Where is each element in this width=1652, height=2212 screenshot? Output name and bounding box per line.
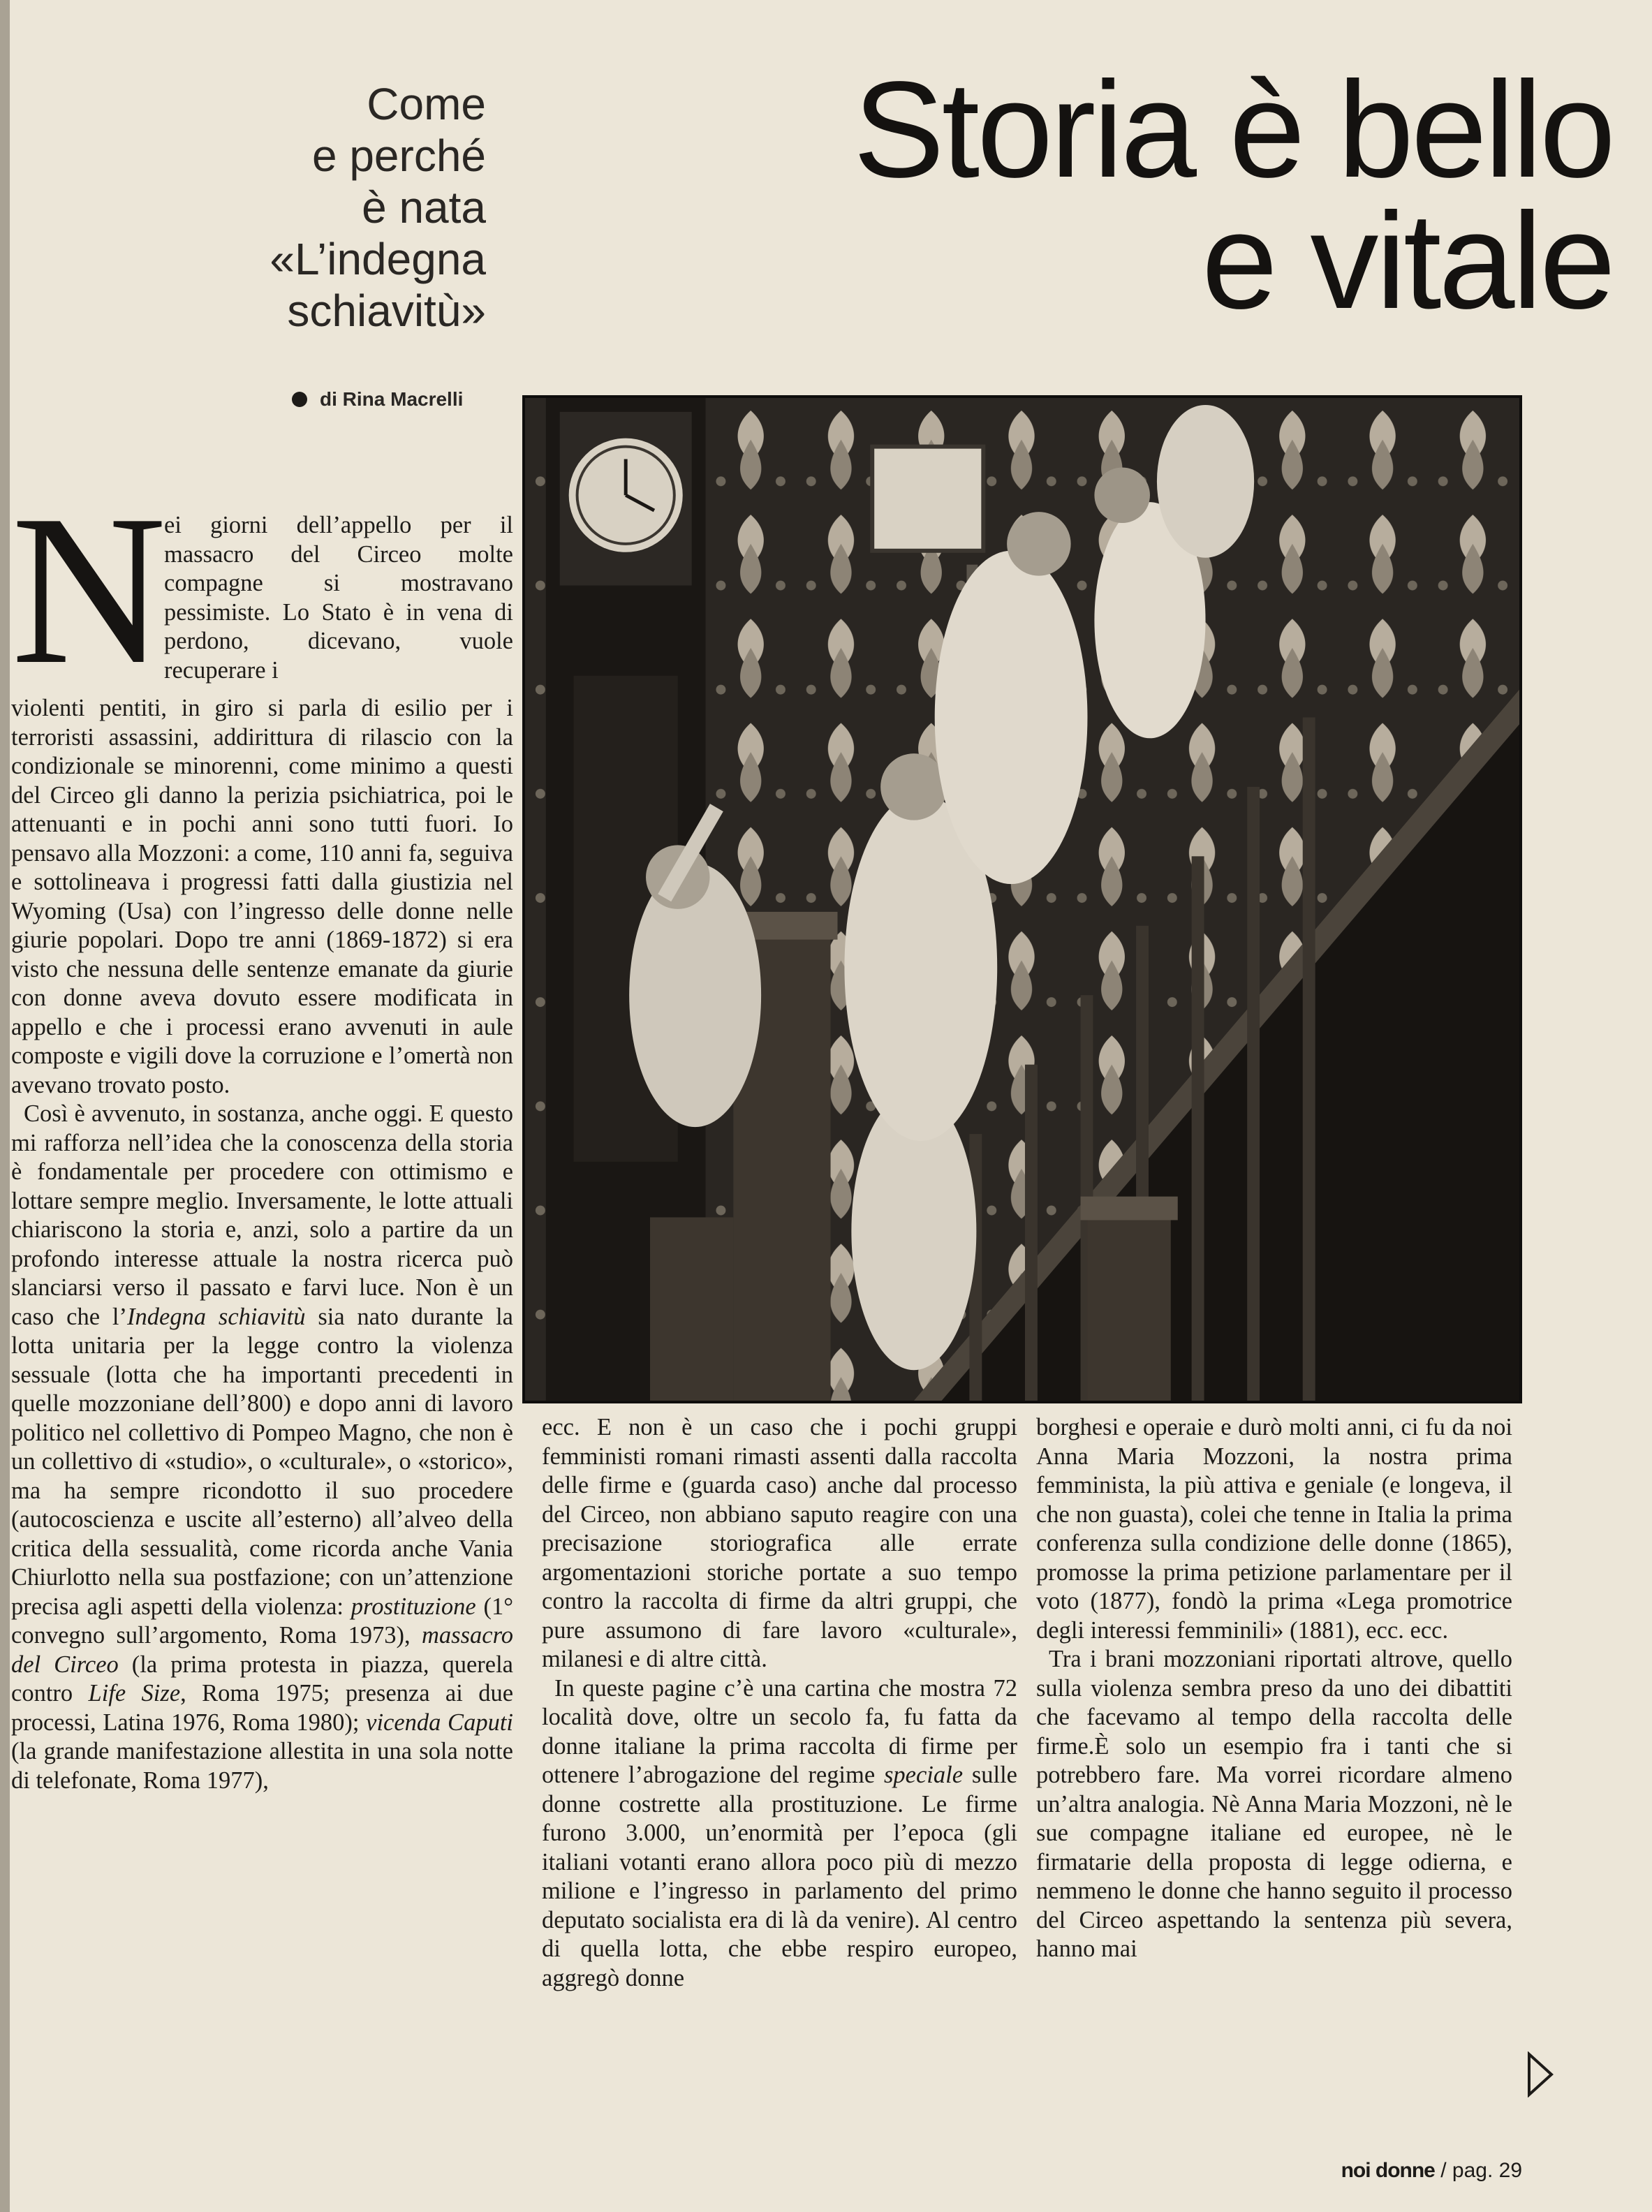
text-run: sia nato durante la lotta unitaria per la legge contro la violenza sessuale (lotta che ha importanti precedenti in quelle mozzoniane dell’800) e dopo anni di lavoro politico nel collettivo di Pompeo Magno, che non è un collettivo di «studio», o «culturale», o «storico», ma ha sempre ricondotto il suo procedere (autocoscienza e uscite all’esterno) all’alveo della critica della sessualità, come ricorda anche Vania Chiurlotto nella sua postfazione; con un’attenzione precisa agli aspetti della violenza: bbox=[11, 1303, 513, 1620]
kicker-line: «L’indegna bbox=[270, 234, 486, 284]
column-1-lead bbox=[164, 511, 513, 685]
drop-cap: N bbox=[11, 471, 167, 709]
magazine-name: noi donne bbox=[1341, 2159, 1435, 2182]
title-line: Storia è bello bbox=[853, 53, 1613, 206]
photo-illustration bbox=[525, 398, 1519, 1401]
page-number: pag. 29 bbox=[1452, 2159, 1522, 2182]
paragraph: Tra i brani mozzoniani riportati altrove, quello sulla violenza sembra preso da uno dei dibattiti che facevamo al tempo della raccolta delle firme.È solo un esempio fra i tanti che si potrebbero fare. Ma vorrei ricordare almeno un’altra analogia. Nè Anna Maria Mozzoni, nè le sue compagne italiane ed europee, nè le firmatarie della proposta di legge odierna, e nemmeno le donne che hanno seguito il processo del Circeo aspettando la sentenza più severa, hanno mai bbox=[1036, 1646, 1512, 1962]
kicker-line: Come bbox=[367, 79, 486, 129]
text-run: (1° convegno sull’argomento, Roma 1973), bbox=[11, 1593, 514, 1649]
article-title bbox=[552, 53, 1613, 337]
page-edge bbox=[0, 0, 10, 2212]
kicker bbox=[123, 78, 486, 337]
column-3 bbox=[1036, 1413, 1512, 1964]
kicker-line: schiavitù» bbox=[287, 286, 486, 336]
paragraph: ecc. E non è un caso che i pochi gruppi femministi romani rimasti assenti dalla raccolta delle firme e (guarda caso) anche dal processo del Circeo, non abbiano saputo reagire con una precisazione storiografica alle errate argomentazioni storiche portate a suo tempo contro la raccolta di firme da altri gruppi, che pure assumono di fare lavoro «culturale», milanesi e di altre città. bbox=[542, 1414, 1017, 1672]
paragraph bbox=[11, 1100, 513, 1795]
byline-text: di Rina Macrelli bbox=[320, 388, 464, 410]
text-run: Così è avvenuto, in sostanza, anche oggi. E questo mi rafforza nell’idea che la conoscenza della storia è fondamentale per procedere con ottimismo e lottare sempre meglio. Inversamente, le lotte attuali chiariscono la storia e, anzi, solo a partire da un profondo interesse attuale la nostra ricerca può slanciarsi verso il passato e farvi luce. Non è un caso che l’ bbox=[11, 1100, 513, 1330]
text-italic: prostituzione bbox=[351, 1593, 476, 1620]
paragraph bbox=[542, 1674, 1017, 1993]
footer-separator: / bbox=[1440, 2159, 1447, 2182]
triangle-right-icon bbox=[1526, 2051, 1554, 2097]
text-italic: massacro del Circeo bbox=[11, 1622, 513, 1678]
text-run: In queste pagine c’è una cartina che mostra 72 località dove, oltre un secolo fa, fu fatta da donne italiane la prima raccolta di firme per ottenere l’abrogazione del regime bbox=[542, 1674, 1017, 1788]
page-footer bbox=[1313, 2159, 1522, 2183]
text-italic: vicenda Caputi bbox=[366, 1709, 513, 1736]
bullet-icon bbox=[292, 392, 307, 407]
paragraph: violenti pentiti, in giro si parla di esilio per i terroristi assassini, addirittura di rilascio con la condizionale se minorenni, come minimo a questi del Circeo gli danno la perizia psichiatrica, poi le attenuanti e in pochi anni sono tutti fuori. Io pensavo alla Mozzoni: a come, 110 anni fa, seguiva e sottolineava i progressi fatti dalla giustizia nel Wyoming (Usa) con l’ingresso delle donne nelle giurie popolari. Dopo tre anni (1869-1872) si era visto che nessuna delle sentenze emanate da giurie con donne aveva dovuto essere modificata in appello e che i processi erano avvenuti in aule composte e vigili dove la corruzione e l’omertà non avevano trovato posto. bbox=[11, 695, 513, 1098]
text-run: (la prima protesta in piazza, querela contro bbox=[11, 1651, 513, 1706]
column-2 bbox=[542, 1413, 1017, 1993]
title-line: e vitale bbox=[1201, 184, 1613, 337]
text-italic: Indegna schiavitù bbox=[126, 1303, 306, 1330]
text-italic: Life Size bbox=[88, 1680, 181, 1706]
text-run: sulle donne costrette alla prostituzione. Le firme furono 3.000, un’enormità per l’epoca (gli italiani votanti erano allora poco più di mezzo milione e l’ingresso in parlamento del primo deputato socialista era di là da venire). Al centro di quella lotta, che ebbe respiro europeo, aggregò donne bbox=[542, 1762, 1017, 1991]
column-1 bbox=[11, 694, 513, 1795]
paragraph: borghesi e operaie e durò molti anni, ci fu da noi Anna Maria Mozzoni, la nostra prima femminista, la più attiva e geniale (e longeva, il che non guasta), colei che tenne in Italia la prima conferenza sulla condizione delle donne (1865), promosse la prima petizione parlamentare per il voto (1877), fondò la prima «Lega promotrice degli interessi femminili» (1881), ecc. ecc. bbox=[1036, 1414, 1512, 1644]
kicker-line: e perché bbox=[311, 131, 486, 181]
text-run: (la grande manifestazione allestita in una sola notte di telefonate, Roma 1977), bbox=[11, 1738, 513, 1794]
article-photo bbox=[522, 395, 1522, 1403]
text-italic: speciale bbox=[883, 1762, 964, 1788]
lead-paragraph: ei giorni dell’appello per il massacro del Circeo molte compagne si mostravano pessimiste. Lo Stato è in vena di perdono, dicevano, vuole recuperare i bbox=[164, 512, 513, 684]
kicker-line: è nata bbox=[362, 182, 486, 233]
byline bbox=[292, 388, 494, 411]
text-run: , Roma 1975; presenza ai due processi, Latina 1976, Roma 1980); bbox=[11, 1680, 514, 1736]
